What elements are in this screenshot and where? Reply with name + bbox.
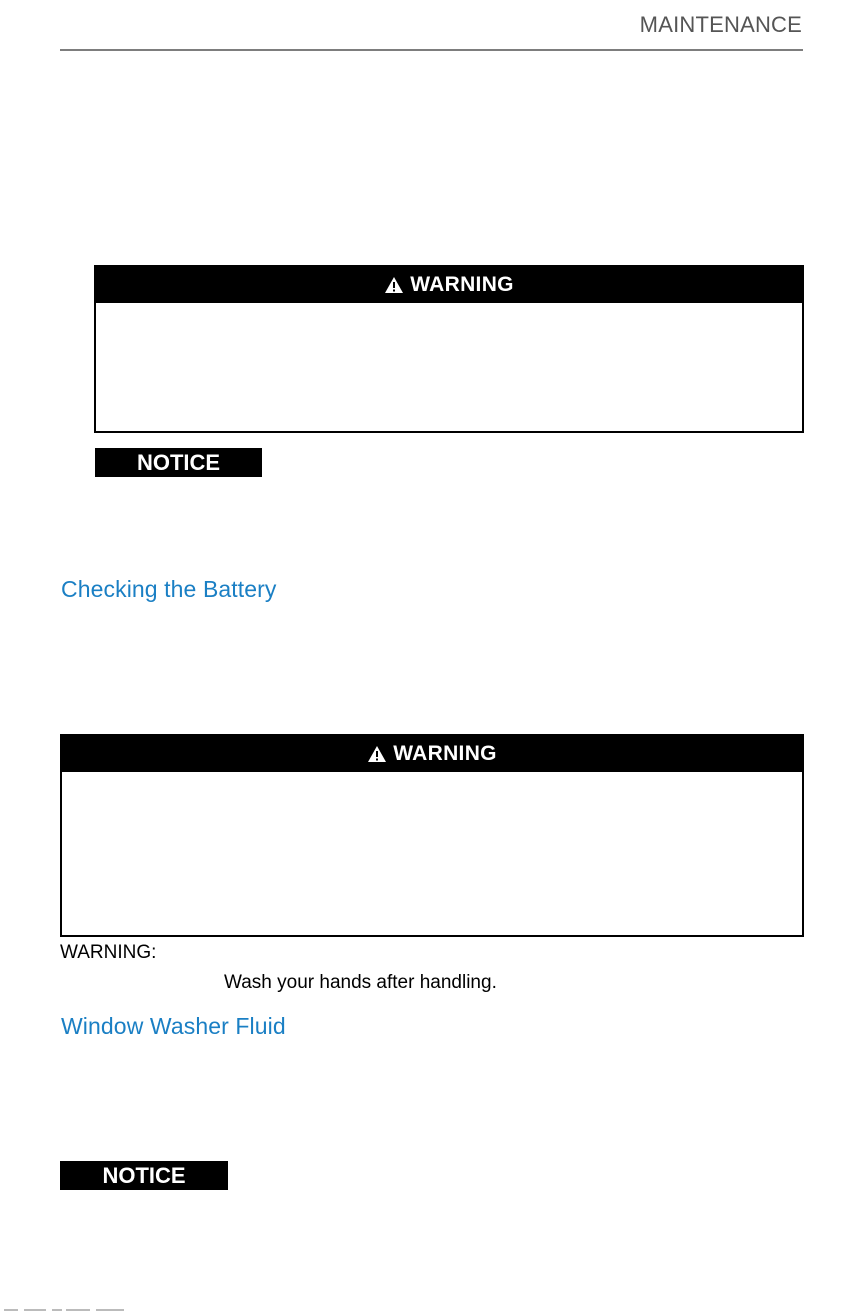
warning-header-bar [62,736,802,772]
section-heading-battery: Checking the Battery [61,576,277,602]
warning-triangle-icon [384,276,404,294]
notice-label-2: NOTICE [60,1161,228,1190]
page-section-title: MAINTENANCE [639,12,802,37]
warning-label: WARNING [410,273,514,296]
notice-label-1: NOTICE [95,448,262,477]
warning-label: WARNING [393,742,497,765]
warning-triangle-icon [367,745,387,763]
header-divider [60,49,803,51]
warning-header-bar [96,267,802,303]
proposition-warning-text: Wash your hands after handling. [224,972,497,993]
proposition-warning-label: WARNING: [60,942,157,963]
section-heading-washer-fluid: Window Washer Fluid [61,1013,286,1039]
footer-scan-marks [0,1308,130,1312]
warning-box-1 [94,265,804,433]
warning-box-2 [60,734,804,937]
